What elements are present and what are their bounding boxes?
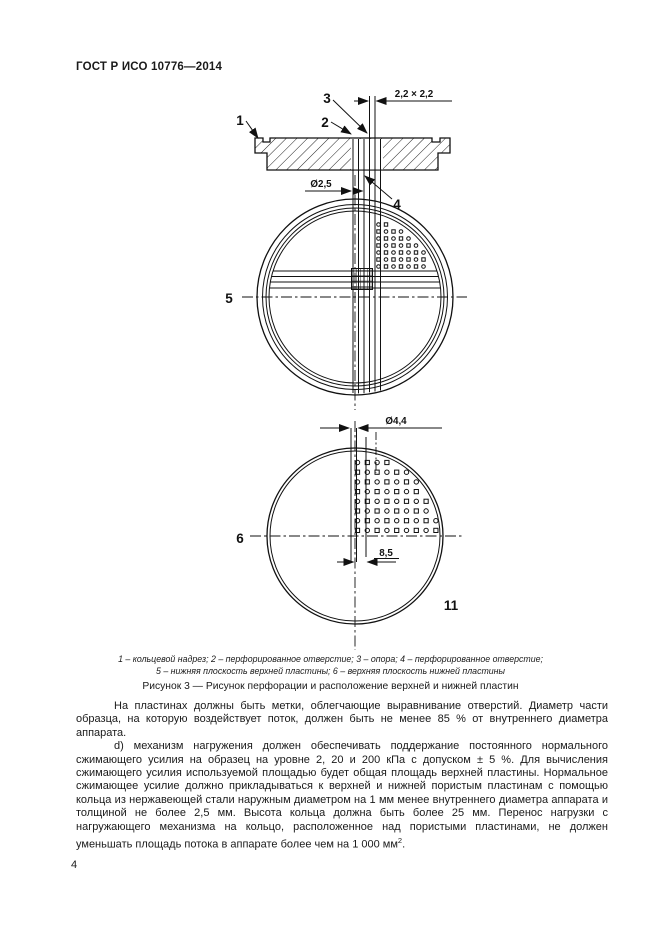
svg-text:8,5: 8,5	[379, 548, 393, 559]
legend-line-1: 1 – кольцевой надрез; 2 – перфорированное отверстие; 3 – опора; 4 – перфорированное отверстие;	[118, 654, 543, 664]
standard-number-header: ГОСТ Р ИСО 10776—2014	[76, 61, 223, 73]
label-1: 1	[236, 113, 244, 128]
upper-plate-cross-section	[255, 96, 450, 410]
paragraph-d-main: d) механизм нагружения должен обеспечивать поддержание постоянного нормального сжимающего усилия на образец на уровне 2, 20 и 200 кПа с допуском ± 5 %. Для вычисления сжимающего усилия используемой площадью будет общая площадь верхней пластины. Нормальное сжимающее усилие должно прикладываться к верхней и нижней пористым пластинам с помощью кольца из нержавеющей стали наружным диаметром на 1 мм менее внутреннего диаметра аппарата и толщиной не более 2,5 мм. Высота кольца должна быть более 25 мм. Перенос нагрузки с нагружающего механизма на кольцо, расположенное над пористыми пластинами, не должен уменьшать площадь потока в аппарате более чем на 1 000 мм	[76, 740, 608, 851]
label-2: 2	[321, 115, 329, 130]
label-6: 6	[236, 531, 244, 546]
svg-text:Ø4,4: Ø4,4	[385, 416, 407, 427]
upper-plate-bottom-view	[225, 199, 467, 395]
center-mesh	[352, 269, 373, 290]
perforation-pattern-bottom	[355, 460, 438, 532]
paragraph-loading-mechanism	[76, 740, 608, 852]
label-4: 4	[393, 197, 401, 212]
label-11: 11	[443, 598, 459, 613]
svg-text:Ø2,5: Ø2,5	[310, 179, 332, 190]
figure-legend	[60, 653, 601, 677]
svg-text:2,2 × 2,2: 2,2 × 2,2	[394, 89, 434, 100]
label-3: 3	[323, 91, 331, 106]
paragraph-d-tail: .	[402, 838, 406, 851]
paragraph-marking: На пластинах должны быть метки, облегчающие выравнивание отверстий. Диаметр части образца, на которую воздействует поток, должен быть не менее 85 % от внутреннего диаметра аппарата.	[76, 700, 608, 739]
figure-caption: Рисунок 3 — Рисунок перфорации и расположение верхней и нижней пластин	[142, 681, 519, 692]
page-number: 4	[71, 859, 78, 871]
lower-plate-top-view	[236, 416, 462, 650]
label-5: 5	[225, 291, 233, 306]
dimension-dia-top	[305, 179, 363, 191]
legend-line-2: 5 – нижняя плоскость верхней пластины; 6 – верхняя плоскость нижней пластины	[155, 666, 505, 676]
body-text	[76, 700, 608, 852]
dimension-hole-square	[354, 89, 452, 101]
superscript-2: 2	[397, 836, 403, 846]
